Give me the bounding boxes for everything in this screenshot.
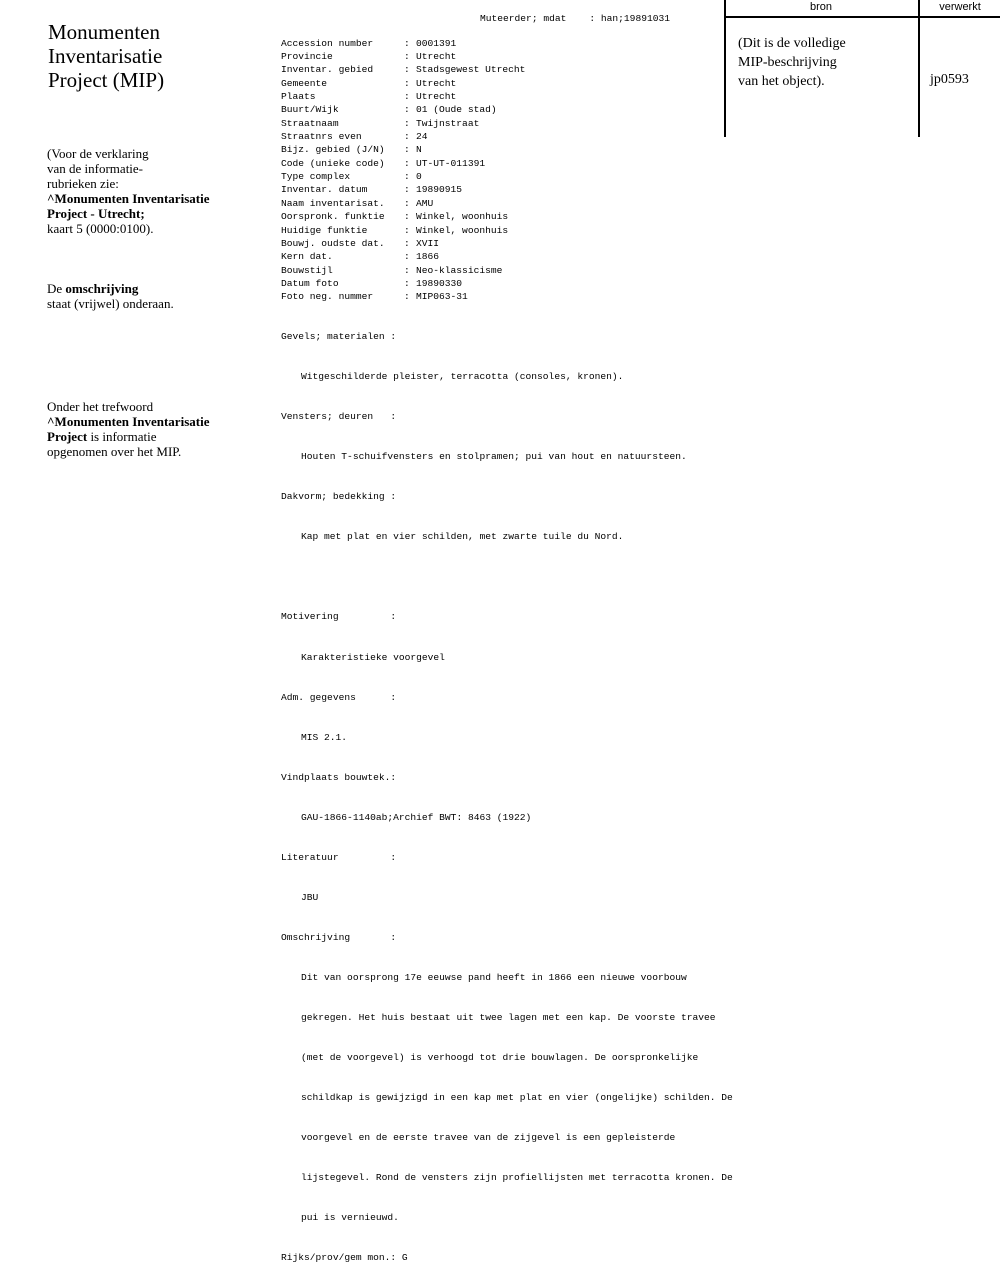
note-line: van de informatie-	[47, 161, 144, 176]
gevels-label: Gevels; materialen :	[281, 331, 397, 343]
field-colon: :	[404, 277, 410, 289]
note-bold: omschrijving	[65, 281, 139, 296]
field-value: Twijnstraat	[416, 117, 480, 129]
adm-label: Adm. gegevens :	[281, 691, 397, 703]
bron-line: MIP-beschrijving	[738, 55, 837, 70]
document-title	[48, 20, 238, 92]
field-value: Stadsgewest Utrecht	[416, 64, 526, 76]
field-colon: :	[404, 117, 410, 129]
field-value: MIP063-31	[416, 291, 468, 303]
header-bron: bron	[809, 1, 833, 13]
record-field	[281, 117, 733, 130]
field-colon: :	[404, 251, 410, 263]
note-line: Onder het trefwoord	[47, 399, 154, 414]
trefwoord-link[interactable]: Project	[47, 429, 88, 444]
table-divider	[918, 0, 920, 137]
record-field	[281, 37, 733, 50]
verwerkt-cell: jp0593	[930, 72, 969, 87]
table-divider	[724, 0, 726, 137]
field-name: Straatnaam	[281, 117, 339, 129]
field-name: Type complex	[281, 171, 351, 183]
record-field	[281, 264, 733, 277]
trefwoord-link[interactable]: Project - Utrecht;	[47, 206, 145, 221]
muteerder-field: Muteerder; mdat : han;19891031	[480, 13, 670, 24]
field-colon: :	[404, 64, 410, 76]
field-colon: :	[404, 144, 410, 156]
note-line: opgenomen over het MIP.	[47, 444, 182, 459]
table-divider	[724, 16, 1000, 18]
field-value: Utrecht	[416, 91, 457, 103]
field-colon: :	[404, 37, 410, 49]
field-name: Datum foto	[281, 277, 339, 289]
field-name: Plaats	[281, 91, 316, 103]
mip-record	[281, 10, 733, 1278]
vindplaats-label: Vindplaats bouwtek.:	[281, 771, 397, 783]
literatuur-value: JBU	[301, 891, 319, 903]
field-name: Bijz. gebied (J/N)	[281, 144, 385, 156]
bron-cell	[738, 34, 913, 91]
field-name: Oorspronk. funktie	[281, 211, 385, 223]
field-name: Naam inventarisat.	[281, 197, 385, 209]
field-value: Neo-klassicisme	[416, 264, 503, 276]
field-value: 0	[416, 171, 422, 183]
field-value: 19890915	[416, 184, 463, 196]
title-line: Inventarisatie	[48, 44, 163, 68]
motivering-label: Motivering :	[281, 611, 397, 623]
field-name: Bouwj. oudste dat.	[281, 237, 385, 249]
record-field	[281, 170, 733, 183]
adm-value: MIS 2.1.	[301, 731, 348, 743]
field-value: 0001391	[416, 37, 457, 49]
title-line: Monumenten	[48, 20, 160, 44]
field-name: Straatnrs even	[281, 131, 362, 143]
vensters-label: Vensters; deuren :	[281, 411, 397, 423]
note-line: (Voor de verklaring	[47, 146, 149, 161]
omschrijving-line: schildkap is gewijzigd in een kap met plat en vier (ongelijke) schilden. De	[301, 1091, 733, 1103]
field-colon: :	[404, 91, 410, 103]
note-line: rubrieken zie:	[47, 176, 119, 191]
spacer	[281, 570, 733, 583]
field-colon: :	[404, 184, 410, 196]
rijks-label: Rijks/prov/gem mon.:	[281, 1251, 402, 1263]
field-name: Huidige funktie	[281, 224, 368, 236]
record-field	[281, 77, 733, 90]
omschrijving-line: lijstegevel. Rond de vensters zijn profiellijsten met terracotta kronen. De	[301, 1171, 733, 1183]
record-field	[281, 130, 733, 143]
rijks-row	[281, 1251, 733, 1264]
omschrijving-line: (met de voorgevel) is verhoogd tot drie bouwlagen. De oorspronkelijke	[301, 1051, 699, 1063]
field-name: Buurt/Wijk	[281, 104, 339, 116]
trefwoord-link[interactable]: ^Monumenten Inventarisatie	[47, 414, 210, 429]
dakvorm-label: Dakvorm; bedekking :	[281, 491, 397, 503]
field-name: Inventar. datum	[281, 184, 368, 196]
field-colon: :	[404, 157, 410, 169]
field-value: Utrecht	[416, 77, 457, 89]
record-field	[281, 183, 733, 196]
field-colon: :	[404, 104, 410, 116]
vindplaats-value: GAU-1866-1140ab;Archief BWT: 8463 (1922)	[301, 811, 532, 823]
field-value: 01 (Oude stad)	[416, 104, 497, 116]
note-text: De	[47, 281, 66, 296]
field-value: N	[416, 144, 422, 156]
record-field	[281, 210, 733, 223]
field-name: Inventar. gebied	[281, 64, 374, 76]
field-value: Utrecht	[416, 51, 457, 63]
record-field	[281, 103, 733, 116]
field-value: AMU	[416, 197, 434, 209]
field-name: Gemeente	[281, 77, 328, 89]
rijks-value: G	[401, 1251, 408, 1263]
field-colon: :	[404, 131, 410, 143]
field-value: XVII	[416, 237, 440, 249]
field-name: Kern dat.	[281, 251, 333, 263]
omschrijving-line: gekregen. Het huis bestaat uit twee lagen met een kap. De voorste travee	[301, 1011, 716, 1023]
field-list	[281, 37, 733, 304]
bron-line: van het object).	[738, 74, 825, 89]
note-line	[47, 414, 247, 429]
gevels-value: Witgeschilderde pleister, terracotta (consoles, kronen).	[301, 371, 624, 383]
note-line	[47, 429, 247, 444]
record-field	[281, 143, 733, 156]
field-colon: :	[404, 224, 410, 236]
literatuur-label: Literatuur :	[281, 851, 397, 863]
field-colon: :	[404, 291, 410, 303]
field-name: Bouwstijl	[281, 264, 333, 276]
field-value: 1866	[416, 251, 440, 263]
note-line: kaart 5 (0000:0100).	[47, 221, 154, 236]
note-line	[47, 206, 247, 221]
note-line: staat (vrijwel) onderaan.	[47, 296, 174, 311]
motivering-value: Karakteristieke voorgevel	[301, 651, 445, 663]
trefwoord-link[interactable]: ^Monumenten Inventarisatie	[47, 191, 210, 206]
omschrijving-line: voorgevel en de eerste travee van de zijgevel is een gepleisterde	[301, 1131, 676, 1143]
record-field	[281, 290, 733, 303]
title-line: Project (MIP)	[48, 68, 165, 92]
field-colon: :	[404, 237, 410, 249]
field-colon: :	[404, 171, 410, 183]
field-value: Winkel, woonhuis	[416, 211, 509, 223]
record-field	[281, 90, 733, 103]
record-field	[281, 277, 733, 290]
note-line	[47, 191, 247, 206]
record-field	[281, 224, 733, 237]
record-field	[281, 157, 733, 170]
field-name: Accession number	[281, 37, 374, 49]
omschrijving-label: Omschrijving :	[281, 931, 397, 943]
note-verklaring	[47, 146, 247, 236]
note-line	[47, 281, 247, 296]
record-field	[281, 250, 733, 263]
omschrijving-line: pui is vernieuwd.	[301, 1211, 399, 1223]
omschrijving-line: Dit van oorsprong 17e eeuwse pand heeft in 1866 een nieuwe voorbouw	[301, 971, 687, 983]
field-name: Foto neg. nummer	[281, 291, 374, 303]
field-colon: :	[404, 264, 410, 276]
field-colon: :	[404, 77, 410, 89]
field-value: UT-UT-011391	[416, 157, 486, 169]
field-value: 24	[416, 131, 428, 143]
header-verwerkt: verwerkt	[939, 1, 981, 13]
dakvorm-value: Kap met plat en vier schilden, met zwarte tuile du Nord.	[301, 531, 624, 543]
record-field	[281, 63, 733, 76]
field-name: Code (unieke code)	[281, 157, 385, 169]
field-value: Winkel, woonhuis	[416, 224, 509, 236]
note-omschrijving	[47, 281, 247, 311]
record-field	[281, 50, 733, 63]
vensters-value: Houten T-schuifvensters en stolpramen; pui van hout en natuursteen.	[301, 451, 687, 463]
bron-line: (Dit is de volledige	[738, 36, 846, 51]
bron-table	[724, 0, 1000, 139]
field-colon: :	[404, 197, 410, 209]
field-colon: :	[404, 211, 410, 223]
field-name: Provincie	[281, 51, 333, 63]
field-colon: :	[404, 51, 410, 63]
note-text: is informatie	[87, 429, 157, 444]
note-trefwoord	[47, 399, 247, 459]
record-field	[281, 237, 733, 250]
record-field	[281, 197, 733, 210]
field-value: 19890330	[416, 277, 463, 289]
